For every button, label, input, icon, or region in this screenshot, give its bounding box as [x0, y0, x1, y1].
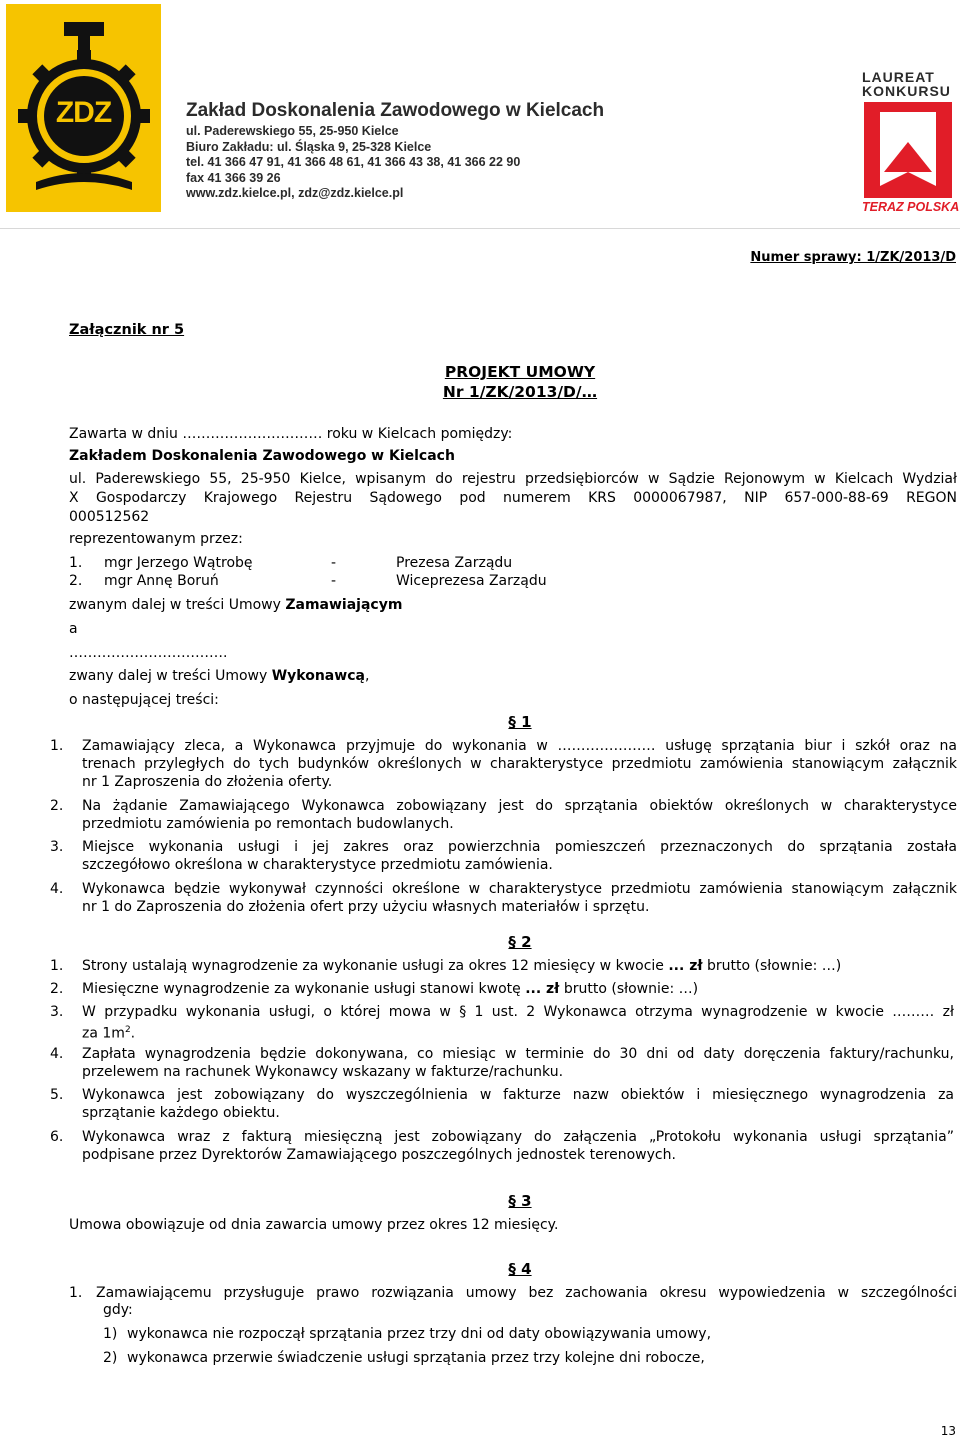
s1-item3-line2: szczegółowo określona w charakterystyce przedmiotu zamówienia. [82, 857, 553, 873]
section-1-heading: § 1 [508, 713, 532, 731]
rep-1-no: 1. [69, 555, 83, 571]
s1-item4-line1: Wykonawca będzie wykonywał czynności określone w charakterystyce przedmiotu zamówienia stanowiącym załącznik [82, 881, 957, 897]
s2-item1-no: 1. [50, 958, 64, 974]
company-office: Biuro Zakładu: ul. Śląska 9, 25-328 Kielce [186, 139, 432, 154]
s4-sub1-text: wykonawca nie rozpoczął sprzątania przez trzy dni od daty obowiązywania umowy, [127, 1326, 712, 1342]
s2-item6-line1: Wykonawca wraz z fakturą miesięczną jest zobowiązany do załączenia „Protokołu wykonania usługi sprzątania” [82, 1129, 954, 1145]
badge-line2: KONKURSU [862, 83, 951, 99]
s2-item5-no: 5. [50, 1087, 64, 1103]
s4-sub2-text: wykonawca przerwie świadczenie usługi sprzątania przez trzy kolejne dni robocze, [127, 1350, 705, 1366]
s3-text: Umowa obowiązuje od dnia zawarcia umowy przez okres 12 miesięcy. [69, 1217, 559, 1233]
s2-item6-line2: podpisane przez Dyrektorów Zamawiającego poszczególnych jednostek terenowych. [82, 1147, 676, 1163]
company-fax: fax 41 366 39 26 [186, 170, 281, 185]
teraz-polska-emblem-icon [862, 102, 954, 198]
s4-sub2-no: 2) [103, 1350, 118, 1366]
company-address: ul. Paderewskiego 55, 25-950 Kielce [186, 124, 399, 138]
rep-2-dash: - [331, 573, 337, 589]
s1-item3-line1: Miejsce wykonania usługi i jej zakres oraz powierzchnia pomieszczeń przeznaczonych do sprzątania została [82, 839, 957, 855]
s2-item6-no: 6. [50, 1129, 64, 1145]
annex-label: Załącznik nr 5 [69, 322, 185, 338]
s4-item1-no: 1. [69, 1285, 83, 1301]
rep-1-role: Prezesa Zarządu [396, 555, 513, 571]
s1-item2-no: 2. [50, 798, 64, 814]
s1-item4-line2: nr 1 do Zaproszenia do złożenia ofert przy użyciu własnych materiałów i sprzętu. [82, 899, 650, 915]
badge-caption: TERAZ POLSKA [862, 200, 960, 214]
s1-item1-line3: nr 1 Zaproszenia do złożenia oferty. [82, 774, 333, 790]
s4-sub1-no: 1) [103, 1326, 118, 1342]
rep-2-no: 2. [69, 573, 83, 589]
rep-1-dash: - [331, 555, 337, 571]
title-line2: Nr 1/ZK/2013/D/… [442, 383, 598, 401]
s1-item2-line2: przedmiotu zamówienia po remontach budowlanych. [82, 816, 454, 832]
s2-item3-line1: W przypadku wykonania usługi, o której mowa w § 1 ust. 2 Wykonawca otrzyma wynagrodzenie w kwocie ……… zł [82, 1004, 954, 1020]
company-phone: tel. 41 366 47 91, 41 366 48 61, 41 366 43 38, 41 366 22 90 [186, 155, 521, 169]
section-2-heading: § 2 [508, 933, 532, 951]
s1-item1-line2: trenach przyległych do tych budynków określonych w charakterystyce przedmiotu zamówienia stanowiącym załącznik [82, 756, 957, 772]
s2-item3-no: 3. [50, 1004, 64, 1020]
rep-1-name: mgr Jerzego Wątrobę [104, 555, 253, 571]
s2-item4-line2: przelewem na rachunek Wykonawcy wskazany w fakturze/rachunku. [82, 1064, 564, 1080]
section-4-heading: § 4 [508, 1260, 532, 1278]
rep-2-name: mgr Annę Boruń [104, 573, 219, 589]
party1-details-3: 000512562 [69, 509, 150, 525]
contractor-name: Wykonawcą [271, 668, 365, 684]
case-number: Numer sprawy: 1/ZK/2013/D [750, 250, 956, 265]
s1-item3-no: 3. [50, 839, 64, 855]
and-word: a [69, 621, 78, 637]
s1-item1-line1: Zamawiający zleca, a Wykonawca przyjmuje do wykonania w ………………… usługę sprzątania biur i szkół oraz na [82, 738, 957, 754]
s2-item4-no: 4. [50, 1046, 64, 1062]
contract-title [300, 362, 740, 402]
header-divider [0, 228, 960, 229]
called-client: zwanym dalej w treści Umowy Zamawiającym [69, 597, 403, 613]
s2-item5-line2: sprzątanie każdego obiektu. [82, 1105, 280, 1121]
company-info [186, 100, 604, 202]
s2-item5-line1: Wykonawca jest zobowiązany do wyszczególnienia w fakturze nazw obiektów i miesięcznego wynagrodzenia za [82, 1087, 954, 1103]
s2-item2-no: 2. [50, 981, 64, 997]
s1-item2-line1: Na żądanie Zamawiającego Wykonawca zobowiązany jest do sprzątania obiektów określonych w charakterystyce [82, 798, 957, 814]
following-content: o następującej treści: [69, 692, 219, 708]
represented-by: reprezentowanym przez: [69, 531, 243, 547]
zdz-logo [6, 4, 161, 212]
badge-line1: LAUREAT [862, 69, 935, 85]
logo-text: ZDZ [55, 96, 112, 129]
party1-details-2: X Gospodarczy Krajowego Rejestru Sądowego pod numerem KRS 0000067987, NIP 657-000-88-69 REGON [69, 490, 957, 506]
s2-item3-line2: za $1m^2$. [82, 1025, 136, 1042]
client-name: Zamawiającym [285, 597, 403, 613]
s4-item1-line2: gdy: [103, 1302, 133, 1318]
concluded-line: Zawarta w dniu ………………………… roku w Kielcach pomiędzy: [69, 426, 513, 442]
section-3-heading: § 3 [508, 1192, 532, 1210]
page-number: 13 [940, 1424, 956, 1438]
company-name: Zakład Doskonalenia Zawodowego w Kielcach [186, 100, 605, 121]
s1-item4-no: 4. [50, 881, 64, 897]
s2-item1-text: Strony ustalają wynagrodzenie za wykonanie usługi za okres 12 miesięcy w kwocie ... zł brutto (słownie: …) [82, 958, 842, 974]
s1-item1-no: 1. [50, 738, 64, 754]
s2-item4-line1: Zapłata wynagrodzenia będzie dokonywana, co miesiąc w terminie do 30 dni od daty doręczenia faktury/rachunku, [82, 1046, 954, 1062]
s4-item1-line1: Zamawiającemu przysługuje prawo rozwiązania umowy bez zachowania okresu wypowiedzenia w szczególności [96, 1285, 957, 1301]
laureate-badge [862, 69, 960, 214]
rep-2-role: Wiceprezesa Zarządu [396, 573, 547, 589]
company-web: www.zdz.kielce.pl, zdz@zdz.kielce.pl [186, 186, 404, 200]
s2-item2-text: Miesięczne wynagrodzenie za wykonanie usługi stanowi kwotę ... zł brutto (słownie: …) [82, 981, 699, 997]
party1-name: Zakładem Doskonalenia Zawodowego w Kielcach [69, 448, 455, 464]
called-contractor: zwany dalej w treści Umowy Wykonawcą, [69, 668, 370, 684]
title-line1: PROJEKT UMOWY [444, 363, 596, 381]
contractor-blank: ……………………………. [69, 645, 228, 661]
party1-details-1: ul. Paderewskiego 55, 25-950 Kielce, wpisanym do rejestru przedsiębiorców w Sądzie Rejonowym w Kielcach Wydział [69, 471, 957, 487]
